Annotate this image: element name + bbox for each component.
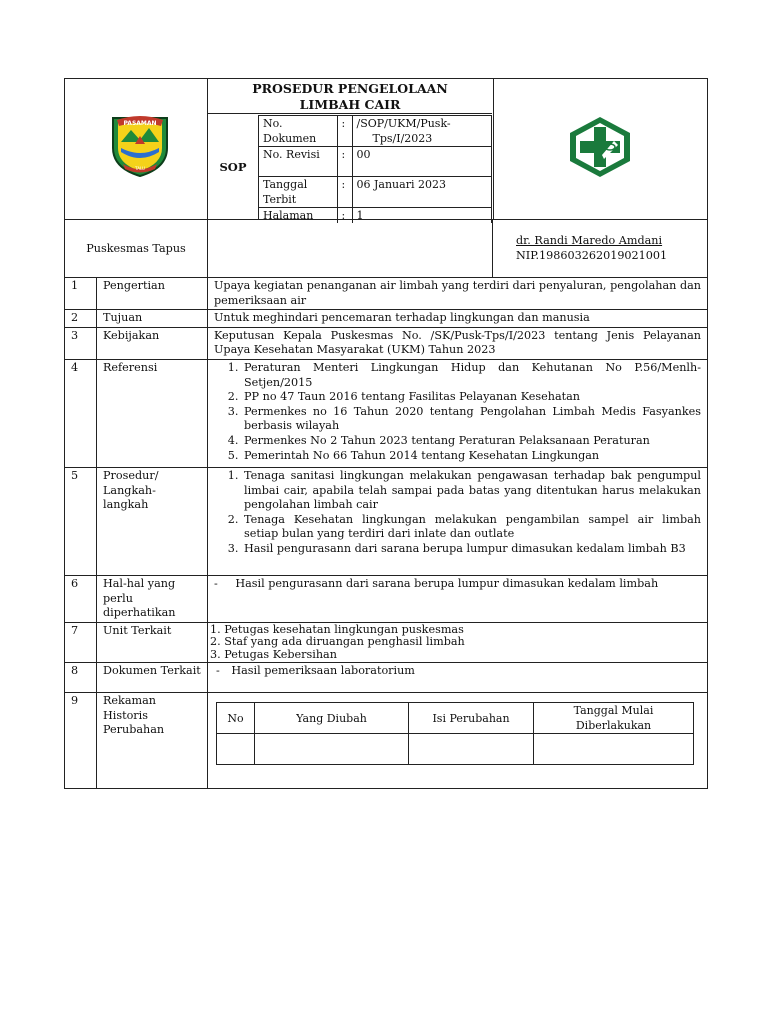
sop-title bbox=[208, 79, 492, 114]
meta-row bbox=[259, 147, 492, 177]
row-tujuan bbox=[65, 310, 708, 328]
row-number: 8 bbox=[65, 663, 97, 693]
row-label: Prosedur/ Langkah-langkah bbox=[97, 467, 208, 575]
row-label: Dokumen Terkait bbox=[97, 663, 208, 693]
row-rekaman bbox=[65, 693, 708, 789]
row-content bbox=[208, 575, 708, 622]
history-cell bbox=[255, 734, 409, 765]
meta-row bbox=[259, 177, 492, 208]
meta-colon: : bbox=[337, 147, 352, 177]
meta-value: 00 bbox=[352, 147, 492, 177]
row-content bbox=[208, 663, 708, 693]
meta-label: No. Dokumen bbox=[259, 116, 337, 147]
sop-header bbox=[64, 78, 708, 220]
list-item: 4. Permenkes No 2 Tahun 2023 tentang Peraturan Pelaksanaan Peraturan bbox=[242, 434, 701, 449]
puskesmas-name: Puskesmas Tapus bbox=[65, 219, 208, 277]
row-content: Keputusan Kepala Puskesmas No. /SK/Pusk-Tps/I/2023 tentang Jenis Pelayanan Upaya Kesehatan Masyarakat (UKM) Tahun 2023 bbox=[208, 327, 708, 359]
meta-colon: : bbox=[337, 208, 352, 224]
list-item: 3. Permenkes no 16 Tahun 2020 tentang Pengolahan Limbah Medis Fasyankes berbasis wilayah bbox=[242, 405, 701, 434]
row-number: 2 bbox=[65, 310, 97, 328]
list-item: 1. Peraturan Menteri Lingkungan Hidup dan Kehutanan No P.56/Menlh-Setjen/2015 bbox=[242, 361, 701, 390]
row-content bbox=[208, 467, 708, 575]
left-logo-cell bbox=[65, 79, 208, 219]
history-cell bbox=[217, 734, 255, 765]
document-meta-table bbox=[259, 115, 492, 223]
sop-title-line1: PROSEDUR PENGELOLAAN bbox=[252, 81, 448, 96]
list-item: 5. Pemerintah No 66 Tahun 2014 tentang Kesehatan Lingkungan bbox=[242, 449, 701, 464]
row-number: 6 bbox=[65, 575, 97, 622]
row-content bbox=[208, 693, 708, 789]
row-label: Hal-hal yang perlu diperhatikan bbox=[97, 575, 208, 622]
sop-title-line2: LIMBAH CAIR bbox=[299, 97, 401, 112]
row-label: Pengertian bbox=[97, 278, 208, 310]
history-cell bbox=[409, 734, 534, 765]
meta-value: 06 Januari 2023 bbox=[352, 177, 492, 208]
row-content: Untuk meghindari pencemaran terhadap lingkungan dan manusia bbox=[208, 310, 708, 328]
puskesmas-logo-icon bbox=[566, 115, 634, 179]
pasaman-emblem-icon bbox=[109, 114, 171, 178]
row-pengertian bbox=[65, 278, 708, 310]
procedure-list bbox=[214, 469, 701, 557]
history-cell bbox=[534, 734, 694, 765]
history-col-no: No bbox=[217, 703, 255, 734]
row-label: Rekaman Historis Perubahan bbox=[97, 693, 208, 789]
list-item: 3. Petugas Kebersihan bbox=[210, 647, 337, 661]
emblem-bottom-text: TALU bbox=[135, 166, 145, 171]
sop-document bbox=[64, 78, 708, 781]
history-col-changed: Yang Diubah bbox=[255, 703, 409, 734]
dash-bullet: - bbox=[214, 576, 218, 590]
row-content: Upaya kegiatan penanganan air limbah yang terdiri dari penyaluran, pengolahan dan pemeriksaan air bbox=[208, 278, 708, 310]
history-empty-row bbox=[217, 734, 694, 765]
list-item: 1. Tenaga sanitasi lingkungan melakukan pengawasan terhadap bak pengumpul limbai cair, apabila telah sampai pada batas yang ditentukan harus melakukan pengolahan limbah cair bbox=[242, 469, 701, 513]
unit-list bbox=[210, 624, 701, 662]
meta-value: 1 bbox=[352, 208, 492, 224]
row-label: Kebijakan bbox=[97, 327, 208, 359]
history-table bbox=[216, 702, 694, 765]
sop-content-table bbox=[64, 277, 708, 789]
row-number: 3 bbox=[65, 327, 97, 359]
dash-bullet: - bbox=[216, 664, 220, 678]
puskesmas-blank-cell bbox=[208, 219, 493, 277]
row-number: 7 bbox=[65, 622, 97, 663]
list-item: 2. Tenaga Kesehatan lingkungan melakukan pengambilan sampel air limbah setiap bulan yang terdiri dari inlate dan outlate bbox=[242, 513, 701, 542]
list-item: 1. Petugas kesehatan lingkungan puskesmas bbox=[210, 622, 464, 636]
row-content bbox=[208, 359, 708, 467]
meta-label: No. Revisi bbox=[259, 147, 337, 177]
document-text: Hasil pemeriksaan laboratorium bbox=[231, 664, 415, 678]
list-item: 3. Hasil pengurasann dari sarana berupa lumpur dimasukan kedalam limbah B3 bbox=[242, 542, 701, 557]
doctor-nip: NIP.198603262019021001 bbox=[516, 249, 668, 262]
row-referensi bbox=[65, 359, 708, 467]
row-unit-terkait bbox=[65, 622, 708, 663]
sop-label: SOP bbox=[208, 115, 259, 219]
row-content bbox=[208, 622, 708, 663]
row-number: 5 bbox=[65, 467, 97, 575]
reference-list bbox=[214, 361, 701, 463]
right-logo-cell bbox=[493, 79, 708, 219]
row-hal-hal bbox=[65, 575, 708, 622]
list-item: 2. Staf yang ada diruangan penghasil limbah bbox=[210, 635, 465, 649]
puskesmas-row bbox=[64, 219, 708, 278]
row-number: 4 bbox=[65, 359, 97, 467]
row-number: 1 bbox=[65, 278, 97, 310]
meta-label: Tanggal Terbit bbox=[259, 177, 337, 208]
row-dokumen-terkait bbox=[65, 663, 708, 693]
row-number: 9 bbox=[65, 693, 97, 789]
row-kebijakan bbox=[65, 327, 708, 359]
row-label: Tujuan bbox=[97, 310, 208, 328]
doctor-name: dr. Randi Maredo Amdani bbox=[516, 234, 663, 247]
emblem-top-text: PASAMAN bbox=[123, 120, 157, 127]
history-col-date: Tanggal Mulai Diberlakukan bbox=[534, 703, 694, 734]
meta-label: Halaman bbox=[259, 208, 337, 224]
row-label: Unit Terkait bbox=[97, 622, 208, 663]
row-prosedur bbox=[65, 467, 708, 575]
meta-value: /SOP/UKM/Pusk-Tps/I/2023 bbox=[352, 116, 492, 147]
row-label: Referensi bbox=[97, 359, 208, 467]
meta-colon: : bbox=[337, 116, 352, 147]
history-header-row bbox=[217, 703, 694, 734]
signature-block bbox=[516, 233, 667, 263]
history-col-content: Isi Perubahan bbox=[409, 703, 534, 734]
meta-row bbox=[259, 116, 492, 147]
list-item: 2. PP no 47 Taun 2016 tentang Fasilitas Pelayanan Kesehatan bbox=[242, 390, 701, 405]
meta-colon: : bbox=[337, 177, 352, 208]
note-text: Hasil pengurasann dari sarana berupa lumpur dimasukan kedalam limbah bbox=[235, 576, 659, 590]
